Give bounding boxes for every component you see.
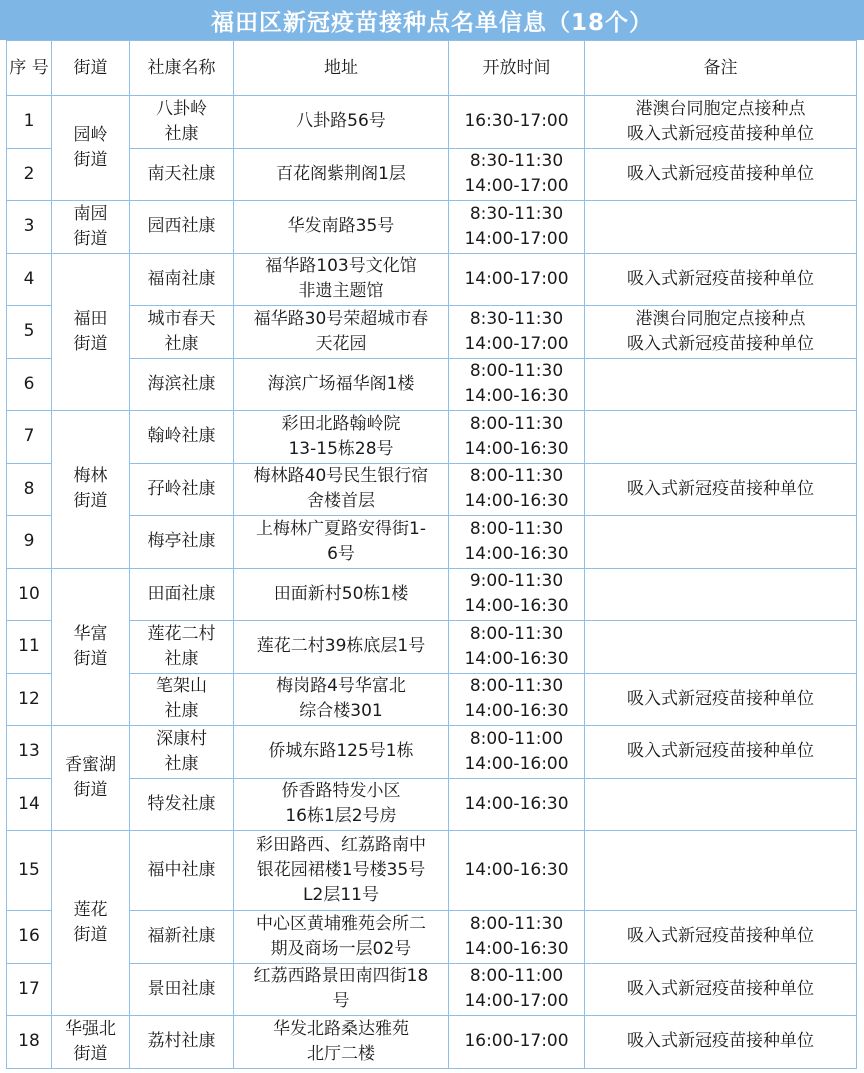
seq-cell: 10	[7, 568, 52, 621]
note-cell	[585, 621, 857, 674]
seq-cell: 8	[7, 463, 52, 516]
hours-cell: 16:00-17:00	[449, 1016, 585, 1069]
street-cell: 南园 街道	[52, 201, 130, 254]
address-cell: 田面新村50栋1楼	[234, 568, 449, 621]
hours-cell: 8:00-11:00 14:00-16:00	[449, 726, 585, 779]
table-row	[7, 911, 857, 964]
hours-cell: 16:30-17:00	[449, 96, 585, 149]
street-cell: 华强北 街道	[52, 1016, 130, 1069]
seq-cell: 16	[7, 911, 52, 964]
address-cell: 红荔西路景田南四街18 号	[234, 963, 449, 1016]
note-cell: 吸入式新冠疫苗接种单位	[585, 911, 857, 964]
address-cell: 侨香路特发小区 16栋1层2号房	[234, 778, 449, 831]
street-cell: 华富 街道	[52, 568, 130, 726]
table-row	[7, 1016, 857, 1069]
seq-cell: 5	[7, 306, 52, 359]
seq-cell: 18	[7, 1016, 52, 1069]
column-header-seq: 序 号	[7, 41, 52, 96]
seq-cell: 15	[7, 831, 52, 911]
note-cell: 吸入式新冠疫苗接种单位	[585, 463, 857, 516]
table-row	[7, 673, 857, 726]
column-header-address: 地址	[234, 41, 449, 96]
center-cell: 景田社康	[130, 963, 234, 1016]
table-row	[7, 778, 857, 831]
center-cell: 城市春天 社康	[130, 306, 234, 359]
center-cell: 深康村 社康	[130, 726, 234, 779]
address-cell: 上梅林广夏路安得街1- 6号	[234, 516, 449, 569]
note-cell	[585, 831, 857, 911]
note-cell: 吸入式新冠疫苗接种单位	[585, 148, 857, 201]
street-cell: 园岭 街道	[52, 96, 130, 201]
address-cell: 八卦路56号	[234, 96, 449, 149]
address-cell: 莲花二村39栋底层1号	[234, 621, 449, 674]
hours-cell: 8:00-11:00 14:00-17:00	[449, 963, 585, 1016]
column-header-center: 社康名称	[130, 41, 234, 96]
note-cell: 吸入式新冠疫苗接种单位	[585, 1016, 857, 1069]
center-cell: 笔架山 社康	[130, 673, 234, 726]
center-cell: 八卦岭 社康	[130, 96, 234, 149]
column-header-hours: 开放时间	[449, 41, 585, 96]
street-cell: 梅林 街道	[52, 411, 130, 569]
center-cell: 莲花二村 社康	[130, 621, 234, 674]
hours-cell: 14:00-16:30	[449, 831, 585, 911]
address-cell: 华发北路桑达雅苑 北厅二楼	[234, 1016, 449, 1069]
note-cell	[585, 568, 857, 621]
center-cell: 福新社康	[130, 911, 234, 964]
address-cell: 海滨广场福华阁1楼	[234, 358, 449, 411]
center-cell: 梅亭社康	[130, 516, 234, 569]
hours-cell: 8:30-11:30 14:00-17:00	[449, 148, 585, 201]
note-cell	[585, 358, 857, 411]
hours-cell: 8:00-11:30 14:00-16:30	[449, 516, 585, 569]
center-cell: 南天社康	[130, 148, 234, 201]
seq-cell: 1	[7, 96, 52, 149]
seq-cell: 3	[7, 201, 52, 254]
hours-cell: 8:00-11:30 14:00-16:30	[449, 411, 585, 464]
table-row	[7, 516, 857, 569]
street-cell: 香蜜湖 街道	[52, 726, 130, 831]
seq-cell: 11	[7, 621, 52, 674]
address-cell: 梅林路40号民生银行宿 舍楼首层	[234, 463, 449, 516]
center-cell: 荔村社康	[130, 1016, 234, 1069]
seq-cell: 2	[7, 148, 52, 201]
table-row	[7, 253, 857, 306]
hours-cell: 8:00-11:30 14:00-16:30	[449, 358, 585, 411]
header-row	[7, 41, 857, 96]
table-row	[7, 96, 857, 149]
table-row	[7, 306, 857, 359]
note-cell: 吸入式新冠疫苗接种单位	[585, 673, 857, 726]
hours-cell: 14:00-16:30	[449, 778, 585, 831]
note-cell: 吸入式新冠疫苗接种单位	[585, 253, 857, 306]
seq-cell: 9	[7, 516, 52, 569]
column-header-note: 备注	[585, 41, 857, 96]
center-cell: 翰岭社康	[130, 411, 234, 464]
address-cell: 梅岗路4号华富北 综合楼301	[234, 673, 449, 726]
center-cell: 特发社康	[130, 778, 234, 831]
page-title: 福田区新冠疫苗接种点名单信息（18个）	[0, 0, 864, 40]
center-cell: 福南社康	[130, 253, 234, 306]
note-cell	[585, 201, 857, 254]
address-cell: 彩田路西、红荔路南中 银花园裙楼1号楼35号 L2层11号	[234, 831, 449, 911]
hours-cell: 8:00-11:30 14:00-16:30	[449, 673, 585, 726]
note-cell: 港澳台同胞定点接种点 吸入式新冠疫苗接种单位	[585, 96, 857, 149]
note-cell	[585, 778, 857, 831]
seq-cell: 6	[7, 358, 52, 411]
table-row	[7, 726, 857, 779]
address-cell: 福华路30号荣超城市春 天花园	[234, 306, 449, 359]
vaccination-sites-table	[6, 40, 857, 1069]
address-cell: 彩田北路翰岭院 13-15栋28号	[234, 411, 449, 464]
address-cell: 百花阁紫荆阁1层	[234, 148, 449, 201]
address-cell: 侨城东路125号1栋	[234, 726, 449, 779]
table-row	[7, 963, 857, 1016]
note-cell	[585, 516, 857, 569]
seq-cell: 12	[7, 673, 52, 726]
table-row	[7, 358, 857, 411]
address-cell: 华发南路35号	[234, 201, 449, 254]
table-row	[7, 148, 857, 201]
table-row	[7, 831, 857, 911]
hours-cell: 9:00-11:30 14:00-16:30	[449, 568, 585, 621]
seq-cell: 13	[7, 726, 52, 779]
seq-cell: 14	[7, 778, 52, 831]
center-cell: 田面社康	[130, 568, 234, 621]
center-cell: 福中社康	[130, 831, 234, 911]
table-row	[7, 201, 857, 254]
note-cell: 吸入式新冠疫苗接种单位	[585, 726, 857, 779]
note-cell: 港澳台同胞定点接种点 吸入式新冠疫苗接种单位	[585, 306, 857, 359]
street-cell: 福田 街道	[52, 253, 130, 411]
seq-cell: 7	[7, 411, 52, 464]
seq-cell: 17	[7, 963, 52, 1016]
hours-cell: 8:30-11:30 14:00-17:00	[449, 306, 585, 359]
center-cell: 海滨社康	[130, 358, 234, 411]
hours-cell: 14:00-17:00	[449, 253, 585, 306]
hours-cell: 8:30-11:30 14:00-17:00	[449, 201, 585, 254]
note-cell	[585, 411, 857, 464]
table-row	[7, 463, 857, 516]
table-row	[7, 411, 857, 464]
hours-cell: 8:00-11:30 14:00-16:30	[449, 463, 585, 516]
hours-cell: 8:00-11:30 14:00-16:30	[449, 911, 585, 964]
center-cell: 园西社康	[130, 201, 234, 254]
hours-cell: 8:00-11:30 14:00-16:30	[449, 621, 585, 674]
column-header-street: 街道	[52, 41, 130, 96]
address-cell: 中心区黄埔雅苑会所二 期及商场一层02号	[234, 911, 449, 964]
table-row	[7, 568, 857, 621]
address-cell: 福华路103号文化馆 非遗主题馆	[234, 253, 449, 306]
note-cell: 吸入式新冠疫苗接种单位	[585, 963, 857, 1016]
center-cell: 孖岭社康	[130, 463, 234, 516]
street-cell: 莲花 街道	[52, 831, 130, 1016]
seq-cell: 4	[7, 253, 52, 306]
table-row	[7, 621, 857, 674]
